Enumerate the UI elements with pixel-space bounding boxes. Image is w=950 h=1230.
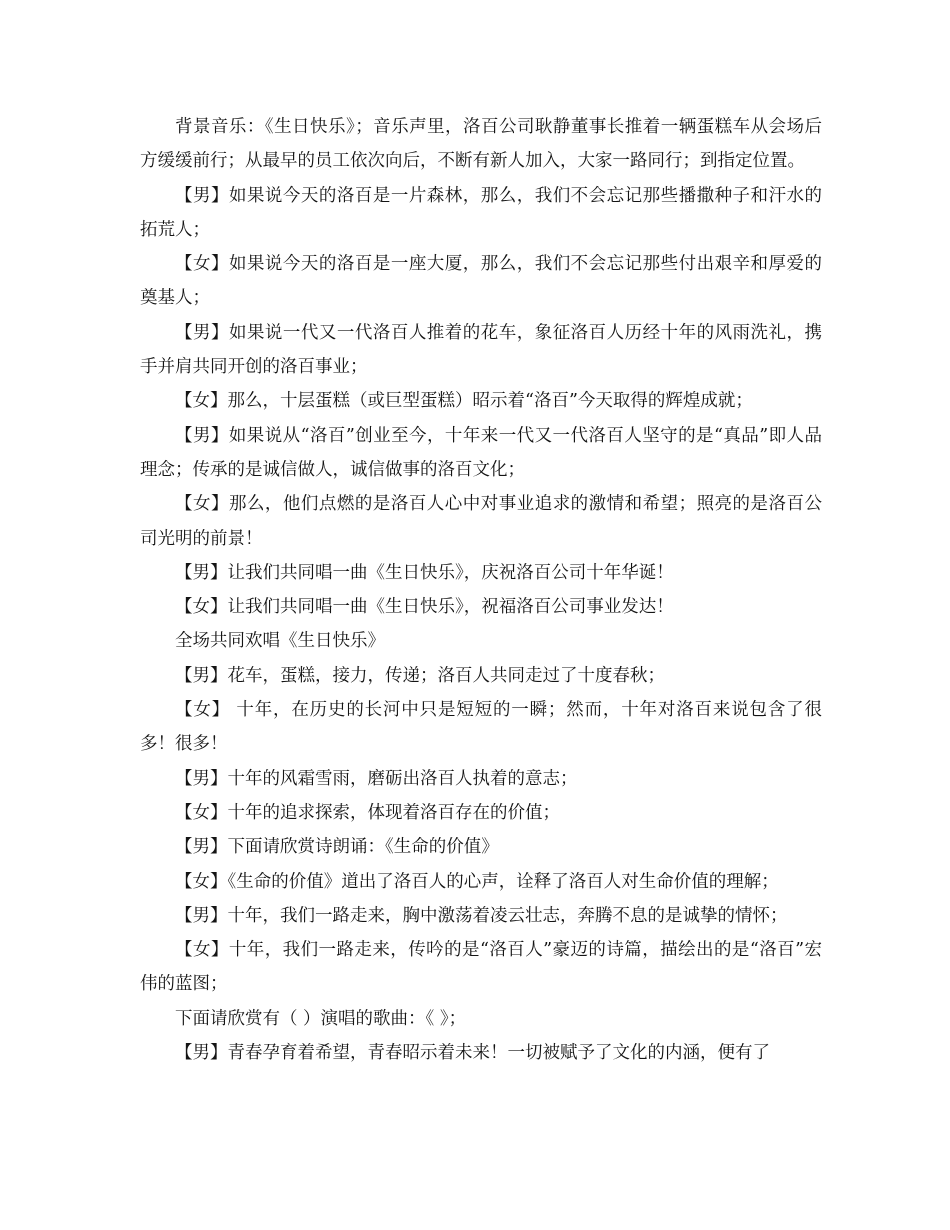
paragraph-female-cake: 【女】那么，十层蛋糕（或巨型蛋糕）昭示着“洛百”今天取得的辉煌成就； [175,391,753,412]
paragraph-male-forest: 【男】如果说今天的洛百是一片森林，那么，我们不会忘记那些播撒种子和汗水的拓荒人； [140,185,822,240]
paragraph-all-sing: 全场共同欢唱《生日快乐》 [175,631,385,652]
paragraph-female-value: 【女】十年的追求探索，体现着洛百存在的价值； [175,802,560,823]
paragraph-female-blueprint: 【女】十年，我们一路走来，传吟的是“洛百人”豪迈的诗篇，描绘出的是“洛百”宏伟的蓝图； [140,940,822,995]
paragraph-male-flower-cart: 【男】如果说一代又一代洛百人推着的花车，象征洛百人历经十年的风雨洗礼，携手并肩共同开创的洛百事业； [140,322,822,378]
paragraph-male-ten-autumns: 【男】花车，蛋糕，接力，传递；洛百人共同走过了十度春秋； [175,665,665,686]
paragraph-male-poem-intro: 【男】下面请欣赏诗朗诵：《生命的价值》 [175,837,499,858]
paragraph-female-sing-bless: 【女】让我们共同唱一曲《生日快乐》，祝福洛百公司事业发达！ [175,597,674,618]
paragraph-background-music: 背景音乐：《生日快乐》；音乐声里，洛百公司耿静董事长推着一辆蛋糕车从会场后方缓缓前行；从最早的员工依次向后，不断有新人加入，大家一路同行；到指定位置。 [140,117,822,172]
paragraph-female-passion: 【女】那么，他们点燃的是洛百人心中对事业追求的激情和希望；照亮的是洛百公司光明的前景！ [140,494,822,549]
paragraph-female-poem-meaning: 【女】《生命的价值》道出了洛百人的心声，诠释了洛百人对生命价值的理解； [175,871,779,892]
paragraph-male-youth: 【男】青春孕育着希望，青春昭示着未来！一切被赋予了文化的内涵，便有了 [175,1043,770,1064]
paragraph-female-ten-years: 【女】 十年，在历史的长河中只是短短的一瞬；然而，十年对洛百来说包含了很多！很多！ [140,700,822,755]
paragraph-male-genuine-product: 【男】如果说从“洛百”创业至今，十年来一代又一代洛百人坚守的是“真品”即人品理念；传承的是诚信做人，诚信做事的洛百文化； [140,425,822,480]
paragraph-male-ambition: 【男】十年，我们一路走来，胸中激荡着凌云壮志，奔腾不息的是诚挚的情怀； [175,905,788,926]
document-page [140,110,822,1070]
paragraph-male-sing-celebrate: 【男】让我们共同唱一曲《生日快乐》，庆祝洛百公司十年华诞！ [175,562,674,583]
paragraph-song-intro: 下面请欣赏有（ ）演唱的歌曲：《 》； [175,1008,467,1029]
paragraph-male-will: 【男】十年的风霜雪雨，磨砺出洛百人执着的意志； [175,768,578,789]
paragraph-female-building: 【女】如果说今天的洛百是一座大厦，那么，我们不会忘记那些付出艰辛和厚爱的奠基人； [140,254,822,309]
